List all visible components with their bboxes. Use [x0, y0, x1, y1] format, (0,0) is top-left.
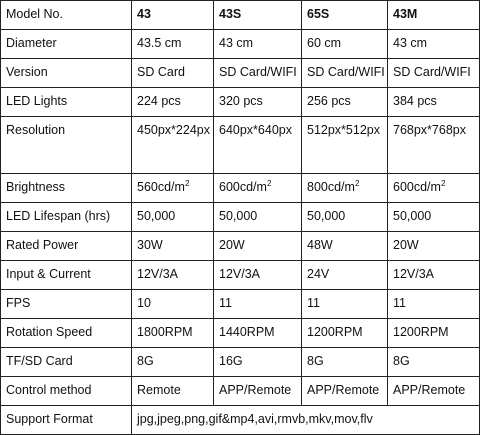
model-65s-header: 65S: [302, 1, 388, 30]
table-cell: 16G: [214, 348, 302, 377]
table-cell: 8G: [302, 348, 388, 377]
table-cell: 450px*224px: [132, 117, 214, 174]
table-row-fps: [1, 290, 480, 319]
row-label: Rotation Speed: [1, 319, 132, 348]
table-cell: 1200RPM: [302, 319, 388, 348]
header-row: [1, 1, 480, 30]
brightness-value: 560cd/m: [137, 180, 185, 194]
table-cell: 12V/3A: [132, 261, 214, 290]
table-cell: SD Card/WIFI: [388, 59, 480, 88]
table-cell: 224 pcs: [132, 88, 214, 117]
table-cell: APP/Remote: [214, 377, 302, 406]
table-cell: 43 cm: [388, 30, 480, 59]
table-cell: 8G: [388, 348, 480, 377]
row-label: LED Lifespan (hrs): [1, 203, 132, 232]
table-cell: 43.5 cm: [132, 30, 214, 59]
table-row-rated-power: [1, 232, 480, 261]
table-row-version: [1, 59, 480, 88]
table-cell: 12V/3A: [388, 261, 480, 290]
table-cell: 24V: [302, 261, 388, 290]
model-43m-header: 43M: [388, 1, 480, 30]
table-cell: [302, 174, 388, 203]
table-cell: 30W: [132, 232, 214, 261]
unit-superscript: 2: [184, 178, 190, 188]
table-cell: [388, 174, 480, 203]
row-label: FPS: [1, 290, 132, 319]
table-row-rotation-speed: [1, 319, 480, 348]
table-cell: [214, 174, 302, 203]
table-cell: 11: [214, 290, 302, 319]
table-cell: 50,000: [388, 203, 480, 232]
table-cell: 50,000: [132, 203, 214, 232]
row-label: Brightness: [1, 174, 132, 203]
brightness-value: 600cd/m: [393, 180, 441, 194]
row-label: LED Lights: [1, 88, 132, 117]
brightness-value: 600cd/m: [219, 180, 267, 194]
header-label: Model No.: [1, 1, 132, 30]
brightness-value: 800cd/m: [307, 180, 355, 194]
row-label: Input & Current: [1, 261, 132, 290]
table-cell: 640px*640px: [214, 117, 302, 174]
row-label: Control method: [1, 377, 132, 406]
table-cell: Remote: [132, 377, 214, 406]
table-row-led-lights: [1, 88, 480, 117]
row-label: Rated Power: [1, 232, 132, 261]
row-label: Resolution: [1, 117, 132, 174]
table-cell: 8G: [132, 348, 214, 377]
row-label: Diameter: [1, 30, 132, 59]
table-cell: SD Card/WIFI: [302, 59, 388, 88]
table-cell: 10: [132, 290, 214, 319]
support-format-value: jpg,jpeg,png,gif&mp4,avi,rmvb,mkv,mov,flv: [132, 406, 480, 435]
table-cell: 320 pcs: [214, 88, 302, 117]
table-cell: 384 pcs: [388, 88, 480, 117]
row-label: Version: [1, 59, 132, 88]
spec-table-body: [1, 1, 480, 435]
table-row-resolution: [1, 117, 480, 174]
table-cell: 12V/3A: [214, 261, 302, 290]
table-cell: APP/Remote: [302, 377, 388, 406]
table-cell: 20W: [214, 232, 302, 261]
table-cell: APP/Remote: [388, 377, 480, 406]
model-43-header: 43: [132, 1, 214, 30]
table-row-tf-sd-card: [1, 348, 480, 377]
table-cell: SD Card/WIFI: [214, 59, 302, 88]
table-cell: 768px*768px: [388, 117, 480, 174]
table-cell: 1440RPM: [214, 319, 302, 348]
table-cell: [132, 174, 214, 203]
table-cell: 48W: [302, 232, 388, 261]
row-label: Support Format: [1, 406, 132, 435]
table-cell: 1200RPM: [388, 319, 480, 348]
table-row-diameter: [1, 30, 480, 59]
row-label: TF/SD Card: [1, 348, 132, 377]
table-cell: 1800RPM: [132, 319, 214, 348]
table-cell: 20W: [388, 232, 480, 261]
table-row-input-current: [1, 261, 480, 290]
table-cell: 43 cm: [214, 30, 302, 59]
table-cell: 256 pcs: [302, 88, 388, 117]
table-cell: 60 cm: [302, 30, 388, 59]
unit-superscript: 2: [354, 178, 360, 188]
table-cell: 512px*512px: [302, 117, 388, 174]
table-cell: 11: [302, 290, 388, 319]
table-row-led-lifespan: [1, 203, 480, 232]
table-cell: SD Card: [132, 59, 214, 88]
table-cell: 50,000: [214, 203, 302, 232]
unit-superscript: 2: [266, 178, 272, 188]
table-row-control-method: [1, 377, 480, 406]
table-row-support-format: [1, 406, 480, 435]
unit-superscript: 2: [440, 178, 446, 188]
table-cell: 50,000: [302, 203, 388, 232]
table-row-brightness: [1, 174, 480, 203]
model-43s-header: 43S: [214, 1, 302, 30]
table-cell: 11: [388, 290, 480, 319]
